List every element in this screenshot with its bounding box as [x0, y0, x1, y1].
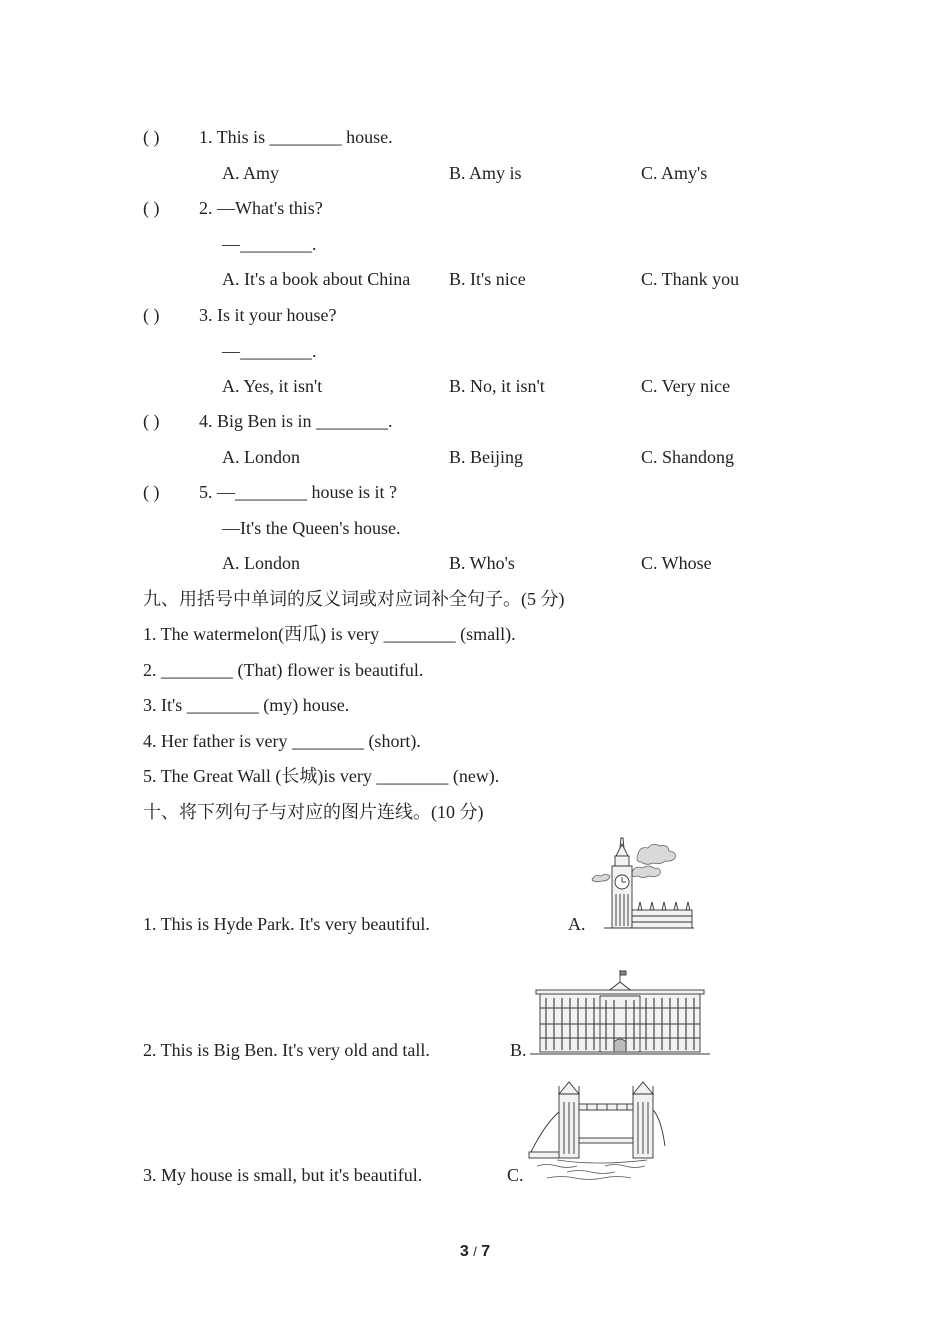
question-3-option-b: B. No, it isn't: [449, 376, 545, 396]
question-3-option-c: C. Very nice: [641, 376, 731, 396]
answer-blank-1[interactable]: ( ): [143, 127, 160, 147]
match-letter-b: B.: [510, 1040, 527, 1060]
match-sentence-3: 3. My house is small, but it's beautiful.: [143, 1165, 423, 1185]
question-3-option-a: A. Yes, it isn't: [222, 376, 323, 396]
question-5-stem: 5. —________ house is it ?: [199, 482, 397, 502]
question-1-option-a: A. Amy: [222, 163, 280, 183]
question-2-option-a: A. It's a book about China: [222, 269, 411, 289]
fill-sentence-4: 4. Her father is very ________ (short).: [143, 731, 421, 751]
answer-blank-5[interactable]: ( ): [143, 482, 160, 502]
question-2-option-b: B. It's nice: [449, 269, 526, 289]
answer-blank-2[interactable]: ( ): [143, 198, 160, 218]
fill-sentence-1: 1. The watermelon(西瓜) is very ________ (small).: [143, 624, 516, 644]
match-sentence-1: 1. This is Hyde Park. It's very beautiful.: [143, 914, 430, 934]
section-10-title: 十、将下列句子与对应的图片连线。(10 分): [143, 802, 484, 822]
palace-picture: [530, 968, 710, 1058]
question-5-option-a: A. London: [222, 553, 300, 573]
question-4-stem: 4. Big Ben is in ________.: [199, 411, 393, 431]
fill-sentence-2: 2. ________ (That) flower is beautiful.: [143, 660, 424, 680]
match-letter-a: A.: [568, 914, 586, 934]
match-sentence-2: 2. This is Big Ben. It's very old and tall.: [143, 1040, 430, 1060]
question-3-reply: —________.: [222, 341, 317, 361]
question-1-option-c: C. Amy's: [641, 163, 708, 183]
big-ben-picture: [590, 836, 695, 931]
tower-bridge-picture: [527, 1080, 667, 1182]
fill-sentence-3: 3. It's ________ (my) house.: [143, 695, 350, 715]
page-separator: /: [473, 1244, 477, 1259]
question-4-option-b: B. Beijing: [449, 447, 524, 467]
answer-blank-4[interactable]: ( ): [143, 411, 160, 431]
answer-blank-3[interactable]: ( ): [143, 305, 160, 325]
question-5-option-b: B. Who's: [449, 553, 515, 573]
question-4-option-c: C. Shandong: [641, 447, 735, 467]
section-9-title: 九、用括号中单词的反义词或对应词补全句子。(5 分): [143, 589, 565, 609]
question-4-option-a: A. London: [222, 447, 300, 467]
question-5-reply: —It's the Queen's house.: [222, 518, 401, 538]
question-2-option-c: C. Thank you: [641, 269, 740, 289]
question-1-option-b: B. Amy is: [449, 163, 522, 183]
question-3-stem: 3. Is it your house?: [199, 305, 337, 325]
match-letter-c: C.: [507, 1165, 524, 1185]
question-5-option-c: C. Whose: [641, 553, 712, 573]
page-number: [0, 1243, 950, 1261]
question-1-stem: 1. This is ________ house.: [199, 127, 393, 147]
page-current: 3: [459, 1243, 469, 1260]
page-total: 7: [481, 1243, 491, 1260]
question-2-reply: —________.: [222, 234, 317, 254]
fill-sentence-5: 5. The Great Wall (长城)is very ________ (new).: [143, 766, 500, 786]
question-2-stem: 2. —What's this?: [199, 198, 323, 218]
